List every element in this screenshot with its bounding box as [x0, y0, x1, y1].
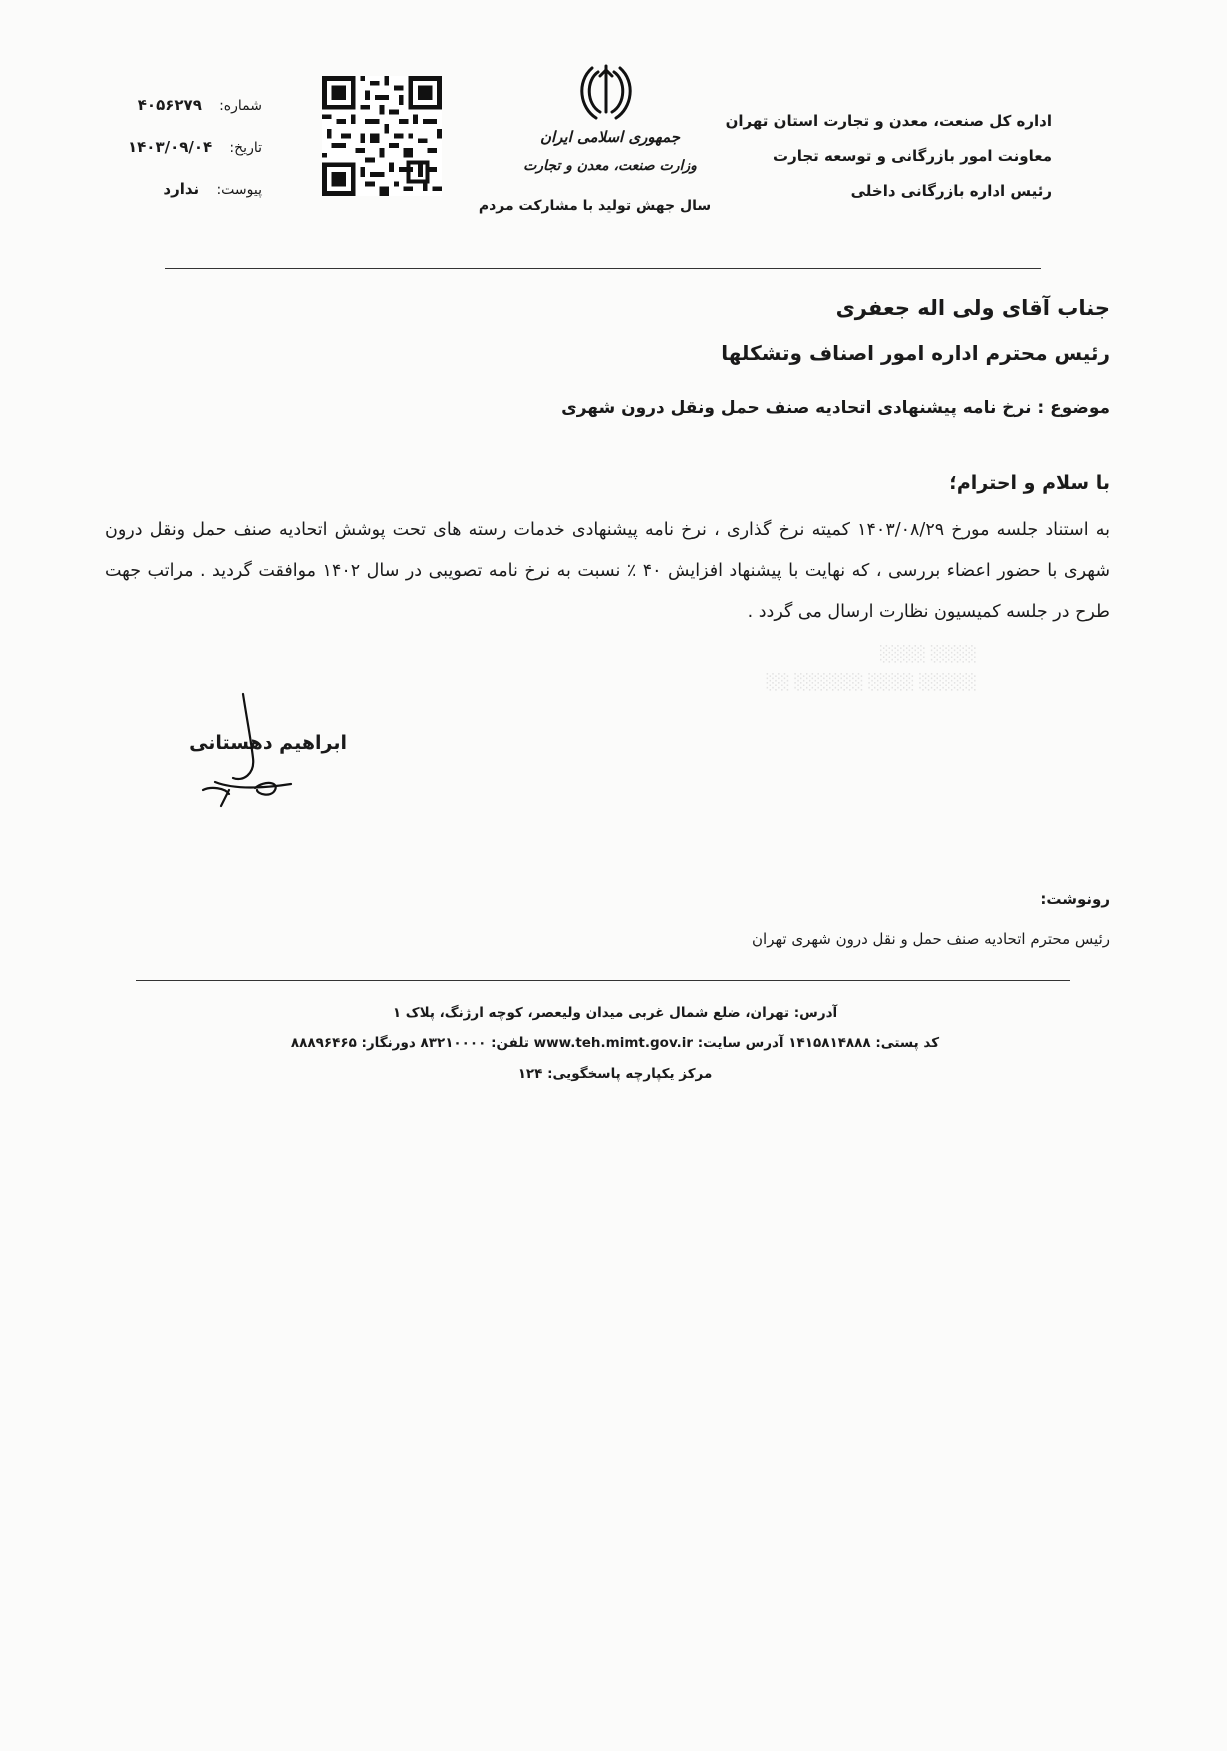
header-divider [165, 268, 1041, 269]
year-motto: سال جهش تولید با مشارکت مردم [478, 198, 712, 214]
cc-label: رونوشت: [1040, 890, 1110, 908]
recipient-title: رئیس محترم اداره امور اصناف وتشکلها [721, 341, 1110, 365]
letter-attachment [163, 180, 262, 198]
letter-number [138, 96, 262, 114]
letter-date [128, 138, 262, 156]
letter-date-label: تاریخ: [229, 140, 262, 156]
recipient-name: جناب آقای ولی اله جعفری [835, 296, 1110, 320]
letter-number-value: ۴۰۵۶۲۷۹ [137, 96, 202, 114]
footer-contact: کد پستی: ۱۴۱۵۸۱۴۸۸۸ آدرس سایت: www.teh.mimt.gov.ir تلفن: ۸۳۲۱۰۰۰۰ دورنگار: ۸۸۸۹۶۴۶۵ [290, 1035, 940, 1051]
footer-response-center: مرکز یکپارچه پاسخگویی: ۱۲۴ [517, 1066, 713, 1082]
letter-date-value: ۱۴۰۳/۰۹/۰۴ [127, 138, 213, 156]
department-line-3: رئیس اداره بازرگانی داخلی [850, 182, 1052, 200]
letter-subject: موضوع : نرخ نامه پیشنهادی اتحادیه صنف حمل ونقل درون شهری [561, 398, 1110, 418]
qr-code [322, 76, 442, 196]
department-line-1: اداره کل صنعت، معدن و تجارت استان تهران [725, 112, 1052, 130]
republic-title: جمهوری اسلامی ایران [539, 128, 681, 146]
department-line-2: معاونت امور بازرگانی و توسعه تجارت [773, 147, 1052, 165]
letterhead-department [722, 104, 1052, 209]
signer-name: ابراهیم دهستانی [189, 732, 347, 754]
iran-emblem-icon [578, 62, 634, 122]
handwritten-signature [195, 690, 325, 810]
paper-bleedthrough: ░░░░ ░░░░ ░░░░░ ░░░░ ░░░░░░ ░░ [766, 645, 977, 691]
letter-attachment-value: ندارد [163, 180, 200, 198]
ministry-title: وزارت صنعت، معدن و تجارت [523, 158, 697, 174]
cc-recipient: رئیس محترم اتحادیه صنف حمل و نقل درون شهری تهران [752, 930, 1110, 948]
letter-body: به استناد جلسه مورخ ۱۴۰۳/۰۸/۲۹ کمیته نرخ گذاری ، نرخ نامه پیشنهادی خدمات رسته های تحت پوشش اتحادیه صنف حمل ونقل درون شهری با حضور اعضاء بررسی ، که نهایت با پیشنهاد افزایش ۴۰ ٪ نسبت به نرخ نامه تصویبی در سال ۱۴۰۲ موافقت گردید . مراتب جهت طرح در جلسه کمیسیون نظارت ارسال می گردد . [105, 520, 1111, 622]
letter-number-label: شماره: [219, 98, 262, 114]
greeting: با سلام و احترام؛ [949, 472, 1110, 494]
footer-address: آدرس: تهران، ضلع شمال غربی میدان ولیعصر، کوچه ارژنگ، پلاک ۱ [392, 1005, 838, 1021]
letter-attachment-label: پیوست: [216, 182, 262, 198]
footer-divider [136, 980, 1070, 981]
